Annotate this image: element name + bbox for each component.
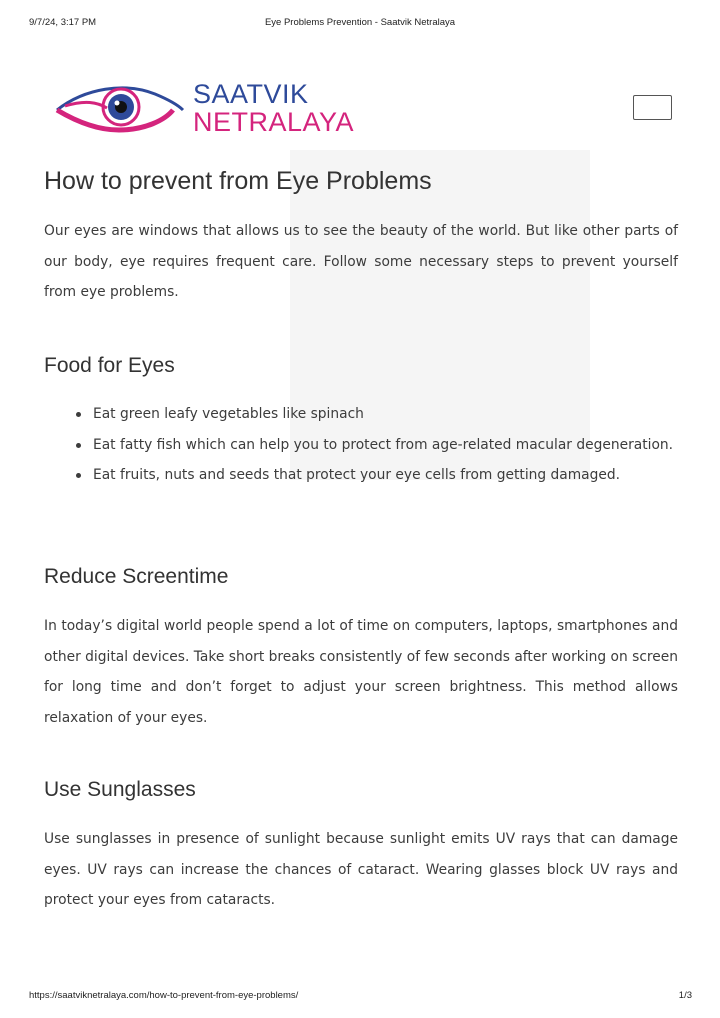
page-number: 1/3 <box>678 990 692 1001</box>
sunglasses-paragraph: Use sunglasses in presence of sunlight because sunlight emits UV rays that can damage eyes. UV rays can increase the chances of cataract. Wearing glasses block UV rays and protect your eyes from cataracts. <box>44 831 678 908</box>
print-footer <box>0 990 720 1004</box>
logo-text-netralaya: NETRALAYA <box>193 107 355 137</box>
logo-text-saatvik: SAATVIK <box>193 79 309 109</box>
eye-logo-icon <box>55 80 185 140</box>
list-item: Eat green leafy vegetables like spinach <box>44 399 678 430</box>
screentime-paragraph: In today’s digital world people spend a lot of time on computers, laptops, smartphones and other digital devices. Take short breaks consistently of few seconds after working on screen for long time and don’t forget to adjust your screen brightness. This method allows relaxation of your eyes. <box>44 618 678 726</box>
site-logo[interactable] <box>55 80 355 142</box>
print-header <box>0 17 720 31</box>
section-heading-food: Food for Eyes <box>44 354 175 377</box>
print-page-title: Eye Problems Prevention - Saatvik Netralaya <box>264 17 456 28</box>
print-datetime: 9/7/24, 3:17 PM <box>29 17 97 28</box>
menu-toggle-button[interactable] <box>633 95 672 120</box>
section-heading-sunglasses: Use Sunglasses <box>44 778 196 801</box>
print-url[interactable]: https://saatviknetralaya.com/how-to-prevent-from-eye-problems/ <box>29 990 299 1001</box>
intro-paragraph: Our eyes are windows that allows us to see the beauty of the world. But like other parts of our body, eye requires frequent care. Follow some necessary steps to prevent yourself from eye problems. <box>44 223 678 300</box>
list-item: Eat fatty fish which can help you to protect from age-related macular degeneration. <box>44 430 678 461</box>
list-item: Eat fruits, nuts and seeds that protect your eye cells from getting damaged. <box>44 460 678 491</box>
page-title: How to prevent from Eye Problems <box>44 167 432 195</box>
food-list <box>44 399 678 491</box>
section-heading-screentime: Reduce Screentime <box>44 565 229 588</box>
